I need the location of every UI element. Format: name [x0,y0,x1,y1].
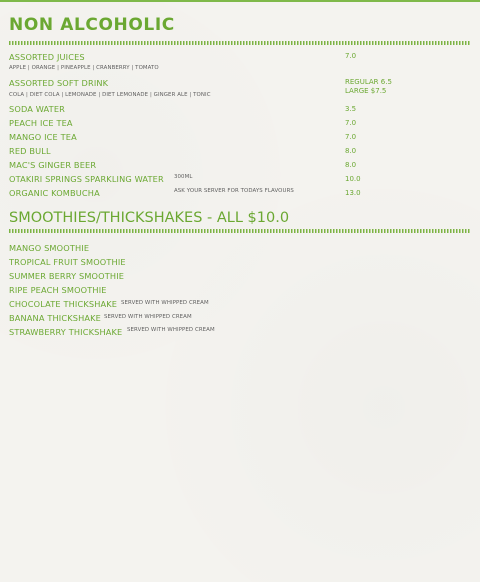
menu-item-price: 13.0 [345,189,361,197]
menu-item-name: RIPE PEACH SMOOTHIE [9,285,107,295]
menu-item-price: 8.0 [345,147,357,155]
menu-item-name: SUMMER BERRY SMOOTHIE [9,271,125,281]
menu-item-price: 10.0 [345,175,361,183]
menu-item-note: SERVED WITH WHIPPED CREAM [121,300,209,306]
menu-item-price: 7.0 [345,52,357,60]
section-divider [9,229,471,233]
menu-item-name: BANANA THICKSHAKE [9,313,101,323]
menu-item-note: SERVED WITH WHIPPED CREAM [127,327,215,333]
menu-item-price-large: LARGE $7.5 [345,87,387,95]
menu-item-name: OTAKIRI SPRINGS SPARKLING WATER [9,174,164,184]
top-border [0,0,480,2]
menu-item-price: 7.0 [345,133,357,141]
menu-item-description: APPLE | ORANGE | PINEAPPLE | CRANBERRY | TOMATO [9,65,159,71]
menu-item-name: ORGANIC KOMBUCHA [9,188,100,198]
menu-item-name: PEACH ICE TEA [9,118,73,128]
menu-item-note: ASK YOUR SERVER FOR TODAYS FLAVOURS [174,188,294,194]
section-title-smoothies: SMOOTHIES/THICKSHAKES - ALL $10.0 [9,210,290,226]
menu-item-note: 300ML [174,174,193,180]
menu-item-name: MANGO SMOOTHIE [9,243,90,253]
menu-item-price: 8.0 [345,161,357,169]
menu-item-name: MAC'S GINGER BEER [9,160,97,170]
menu-item-name: RED BULL [9,146,51,156]
menu-item-name: CHOCOLATE THICKSHAKE [9,299,118,309]
menu-item-name: MANGO ICE TEA [9,132,77,142]
menu-item-note: SERVED WITH WHIPPED CREAM [104,314,192,320]
menu-item-name: SODA WATER [9,104,65,114]
section-divider [9,41,471,45]
menu-item-price: 7.0 [345,119,357,127]
menu-item-name: TROPICAL FRUIT SMOOTHIE [9,257,126,267]
section-title-non-alcoholic: NON ALCOHOLIC [9,15,175,35]
menu-item-price: REGULAR 6.5 [345,78,392,86]
menu-item-name: STRAWBERRY THICKSHAKE [9,327,123,337]
menu-item-description: COLA | DIET COLA | LEMONADE | DIET LEMONADE | GINGER ALE | TONIC [9,92,211,98]
menu-item-name: ASSORTED JUICES [9,52,85,62]
menu-item-price: 3.5 [345,105,357,113]
menu-item-name: ASSORTED SOFT DRINK [9,78,109,88]
